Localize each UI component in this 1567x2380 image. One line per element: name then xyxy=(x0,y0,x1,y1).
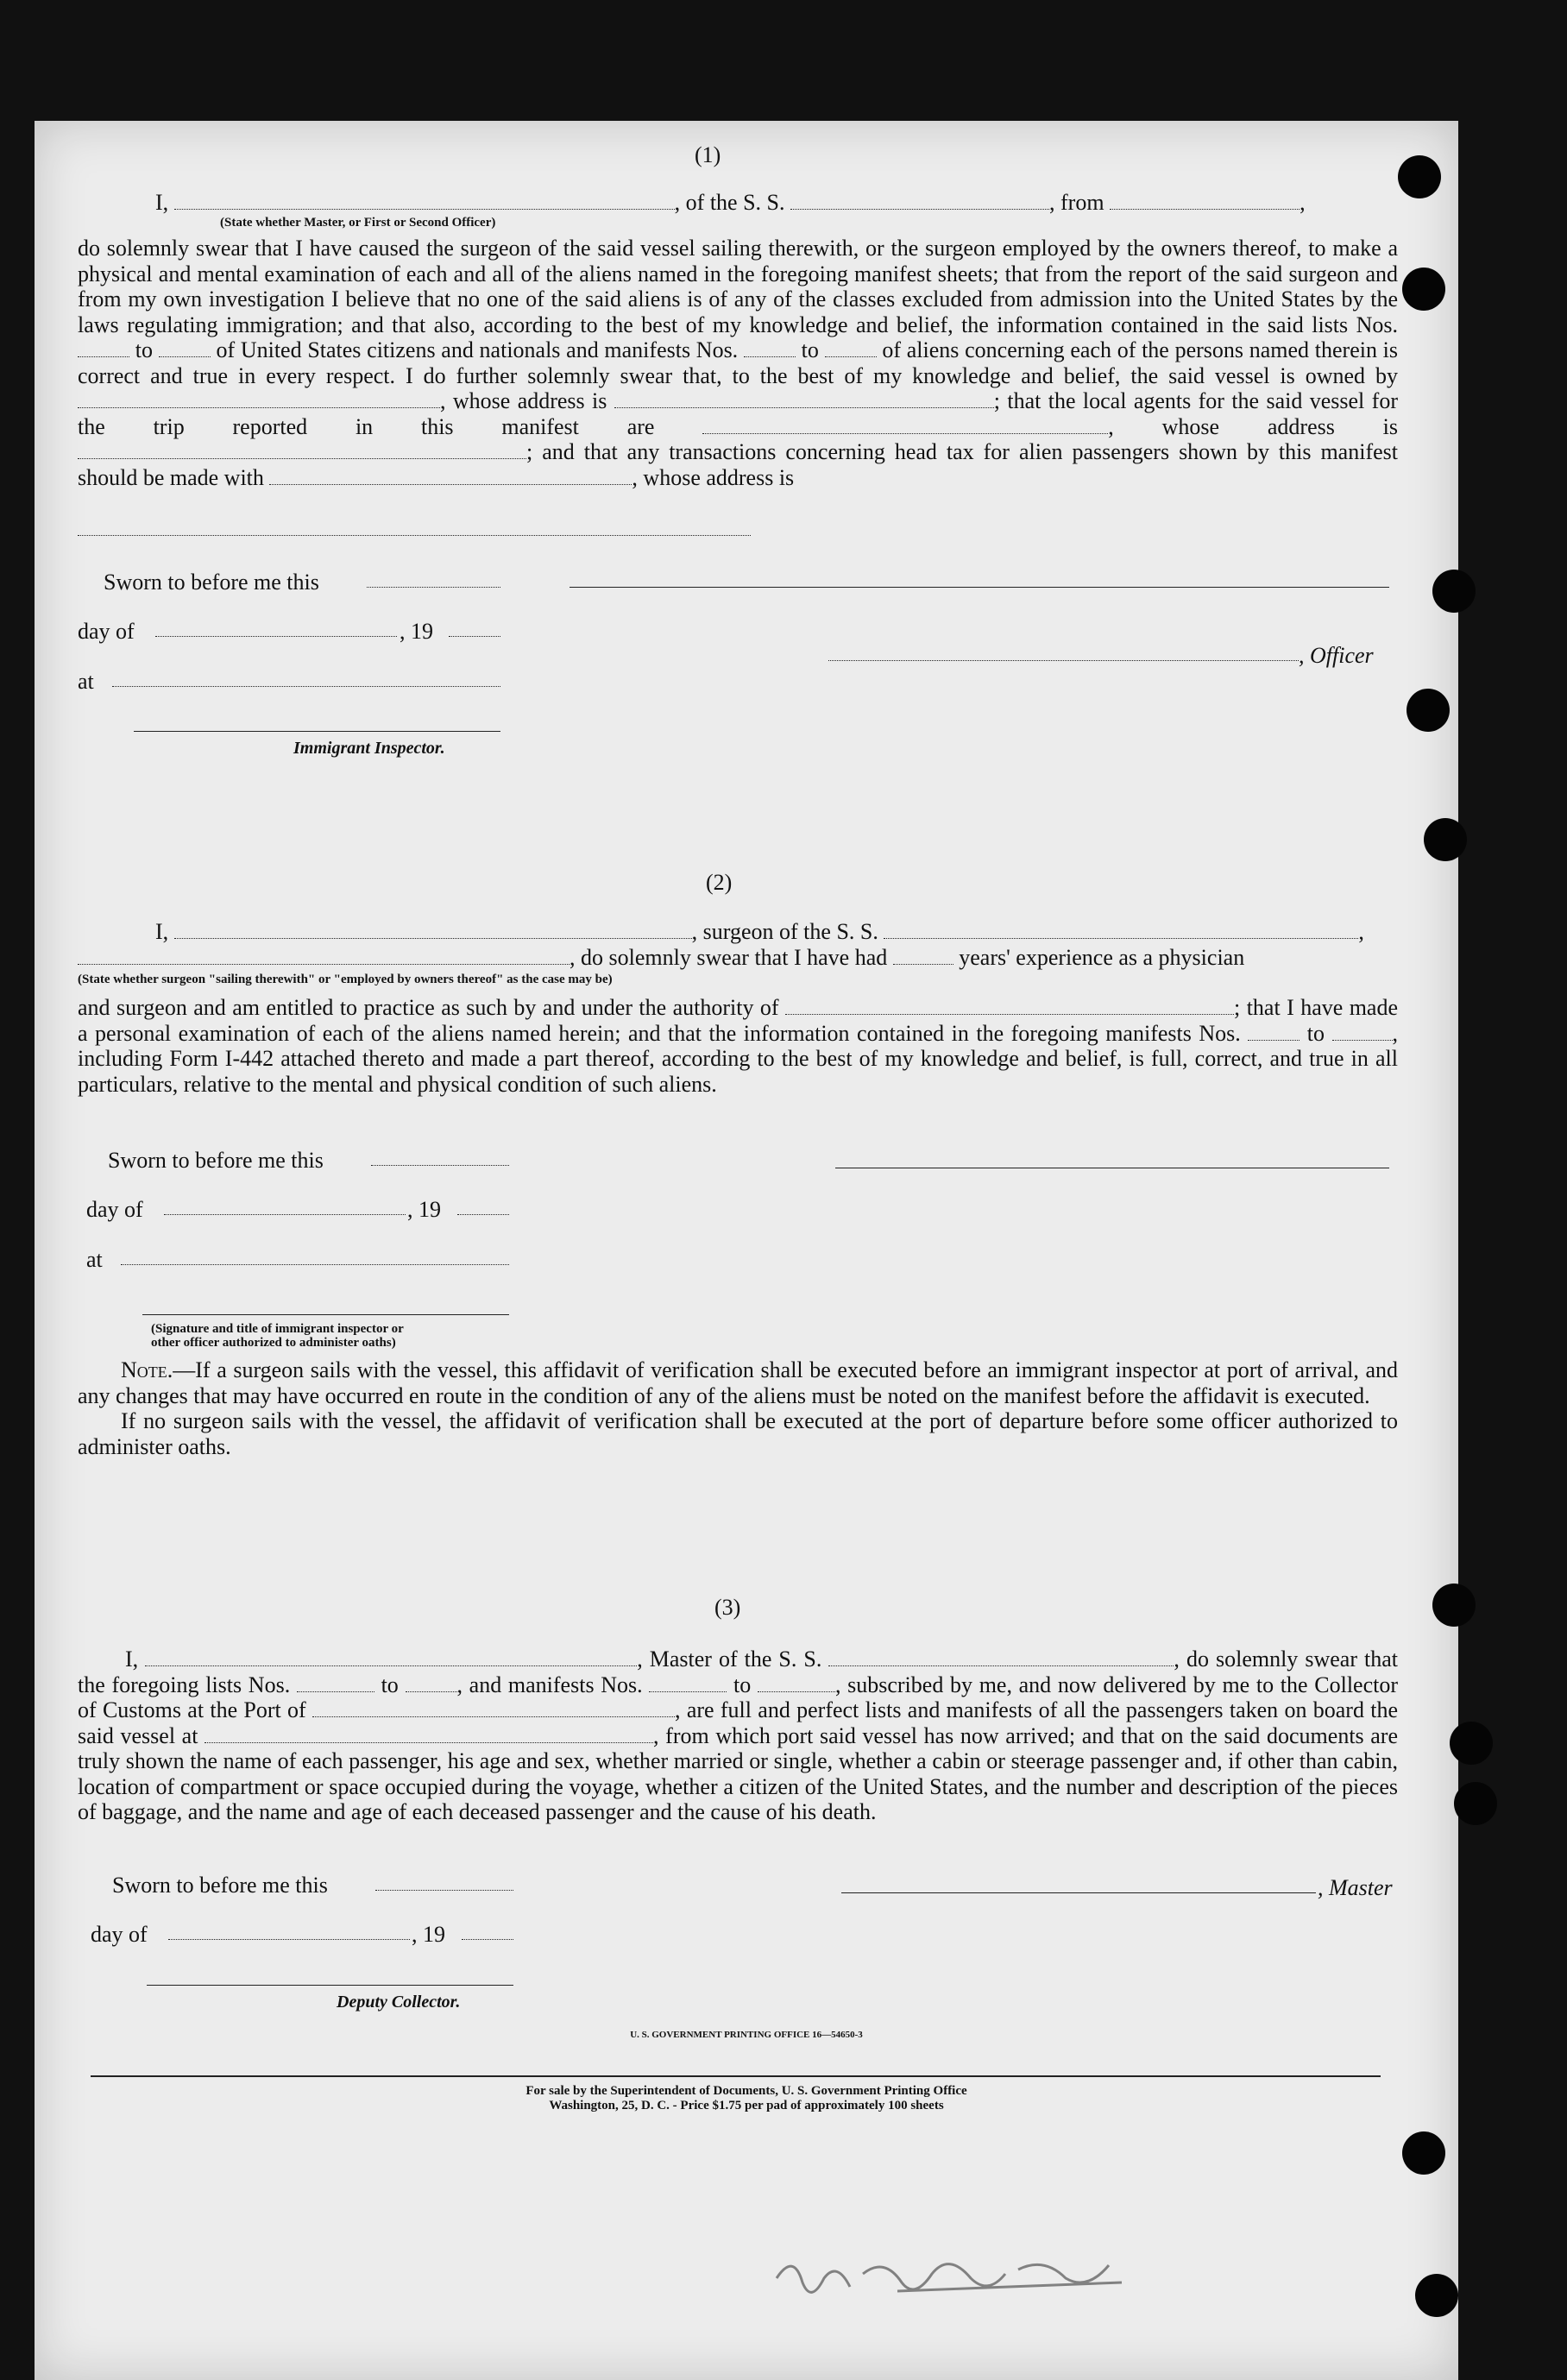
footer-line-1: For sale by the Superintendent of Documents, U. S. Government Printing Office xyxy=(525,2084,967,2098)
deputy-collector-caption: Deputy Collector. xyxy=(337,1993,461,2012)
day-of-label-2: day of xyxy=(86,1197,143,1222)
to-label: to xyxy=(801,337,819,362)
year-label-1: , 19 xyxy=(400,619,433,644)
section-1-body-3: of aliens concerning each of the persons named therein is correct and true in every respect. I do further solemnly swear that, to the best of my knowledge and belief, the said vessel is owned by xyxy=(78,337,1399,388)
officer-label: , Officer xyxy=(1299,643,1374,668)
section-1-body: do solemnly swear that I have caused the surgeon of the said vessel sailing therewith, or the surgeon employed by the owners thereof, to make a physical and mental examination of each and all of the aliens named in the foregoing manifest sheets; that from the report of the said surgeon and from my own investigation I believe that no one of the said aliens is of any of the classes excluded from admission into the United States by the laws regulating immigration; and that also, according to the best of my knowledge and belief, the information contained in the said lists Nos. to of United States citizens and nationals and manifests Nos. to of aliens concerning each of the persons named therein is correct and true in every respect. I do further solemnly swear that, to the best of my knowledge and belief, the said vessel is owned by , whose address is ; that the local agents for the said vessel for the trip reported in this manifest are , whose address is ; and that any transactions concerning head tax for alien passengers shown by this manifest should be made with , whose address is xyxy=(78,236,1399,490)
signature-title-caption: (Signature and title of immigrant inspector or other officer authorized to administer oaths) xyxy=(151,1322,404,1350)
section-2-body-2: that I have made a personal examination of each of the aliens named herein; and that the information contained in the foregoing manifests Nos. xyxy=(78,995,1399,1046)
surgeon-of-label: , surgeon of the S. S. xyxy=(691,919,878,944)
section-1-body-5: ; and that any transactions concerning head tax for alien passengers shown by this manifest should be made with xyxy=(78,439,1398,490)
master-label: , Master xyxy=(1318,1875,1393,1900)
whose-address-label-3: , whose address is xyxy=(632,464,795,490)
section-2-number: (2) xyxy=(706,870,733,895)
section-3-body xyxy=(78,1646,1398,1825)
footer-rule xyxy=(91,2075,1381,2077)
section-1-number: (1) xyxy=(695,142,721,167)
punch-hole xyxy=(1432,570,1476,613)
section-3-body-2: delivered by me to the Collector of Customs at the Port of xyxy=(78,1672,1398,1722)
section-3-body-3: manifests of all the passengers taken on board the said vessel at xyxy=(78,1697,1399,1748)
year-label-2: , 19 xyxy=(407,1197,441,1222)
punch-hole xyxy=(1450,1722,1493,1765)
to-label: to xyxy=(381,1672,399,1697)
gpo-imprint: U. S. GOVERNMENT PRINTING OFFICE 16—54650-3 xyxy=(630,2030,863,2040)
section-2-header-line: I, , surgeon of the S. S. , xyxy=(155,919,1364,944)
of-ss-label: , of the S. S. xyxy=(674,190,785,215)
to-label: to xyxy=(1306,1020,1325,1046)
at-label-2: at xyxy=(86,1247,103,1272)
punch-hole xyxy=(1402,268,1445,311)
punch-hole xyxy=(1407,689,1450,732)
punch-hole xyxy=(1415,2274,1458,2317)
section-2-i: I, xyxy=(155,919,169,944)
subscribed-label: , subscribed by me, and now xyxy=(834,1672,1097,1697)
whose-address-label-2: whose address is xyxy=(1161,413,1399,439)
swear-label: , do solemnly swear that I have had xyxy=(570,945,888,970)
from-which-label: , from which xyxy=(653,1722,771,1748)
section-1-body-4: that the local agents for the said vessel for the trip reported in this manifest are xyxy=(78,388,1398,439)
at-label-1: at xyxy=(78,669,94,694)
section-3-body-1: swear that the foregoing lists Nos. xyxy=(78,1646,1398,1697)
section-2-body: and surgeon and am entitled to practice as such by and under the authority of ; that I have made a personal examination of each of the aliens named herein; and that the information contained in the foregoing manifests Nos. to , including Form I-442 attached thereto and made a part thereof, according to the best of my knowledge and belief, is full, correct, and true in all particulars, relative to the mental and physical condition of such aliens. xyxy=(78,995,1399,1097)
section-2-state-note: (State whether surgeon "sailing therewith" or "employed by owners thereof" as the case may be) xyxy=(78,973,613,986)
years-label: years' experience as a physician xyxy=(959,945,1245,970)
footer-line-2: Washington, 25, D. C. - Price $1.75 per pad of approximately 100 sheets xyxy=(549,2099,944,2112)
manifests-label: , and manifests Nos. xyxy=(456,1672,643,1697)
note-text-2: If no surgeon sails with the vessel, the affidavit of verification shall be executed at the port of departure before some officer authorized to administer oaths. xyxy=(78,1408,1398,1459)
punch-hole xyxy=(1424,818,1467,861)
solemnly-label: , do solemnly xyxy=(1174,1646,1299,1672)
section-3-number: (3) xyxy=(714,1595,741,1620)
sworn-label-2: Sworn to before me this xyxy=(108,1148,324,1173)
master-of-label: , Master of the S. S. xyxy=(637,1646,822,1672)
to-label: to xyxy=(135,337,153,362)
punch-hole xyxy=(1398,155,1441,198)
full-perfect-label: , are full and perfect lists and xyxy=(675,1697,941,1722)
from-label: , from xyxy=(1049,190,1104,215)
section-2-body-1: and surgeon and am entitled to practice as such by and under the authority of xyxy=(78,995,779,1020)
section-2-swear-line xyxy=(78,945,1398,971)
immigrant-inspector-caption: Immigrant Inspector. xyxy=(293,739,445,758)
form-page xyxy=(35,121,1458,2380)
section-3-i: I, xyxy=(125,1646,139,1672)
section-1-header-line: I, , of the S. S. , from , xyxy=(155,190,1306,215)
punch-hole xyxy=(1402,2131,1445,2175)
handwriting-scrawl xyxy=(768,2244,1165,2304)
section-1-body-1: do solemnly swear that I have caused the surgeon of the said vessel sailing therewith, or the surgeon employed by the owners thereof, to make a physical and mental examination of each and all of the aliens named in the foregoing manifest sheets; that from the report of the said surgeon and from my own investigation I believe that no one of the said aliens is of any of the classes excluded from admission into the United States by the laws regulating immigration; and that also, according to the best of my knowledge and belief, the information contained in the said lists Nos. xyxy=(78,236,1398,337)
punch-hole xyxy=(1454,1782,1497,1825)
section-1-state-note: (State whether Master, or First or Second Officer) xyxy=(220,216,496,230)
to-label: to xyxy=(733,1672,752,1697)
year-label-3: , 19 xyxy=(412,1922,445,1947)
note-text-1: —If a surgeon sails with the vessel, this affidavit of verification shall be executed before an immigrant inspector at port of arrival, and any changes that may have occurred en route in the condition of any of the aliens must be noted on the manifest before the affidavit is executed. xyxy=(78,1357,1398,1408)
section-1-i: I, xyxy=(155,190,169,215)
section-2-body-3: , including Form I-442 attached thereto and made a part thereof, according to the best of my knowledge and belief, is full, correct, and true in all particulars, relative to the mental and physical condition of such aliens. xyxy=(78,1020,1399,1097)
section-3-body-4: port said vessel has now arrived; and that on the said documents are truly shown the name of each passenger, his age and sex, whether married or single, whether a cabin or steerage passenger and, if other than cabin, location of compartment or space occupied during the voyage, whether a citizen of the United States, and the number and description of the pieces of baggage, and the name and age of each deceased passenger and the cause of his death. xyxy=(78,1722,1399,1824)
note-label: Note. xyxy=(121,1357,173,1382)
punch-hole xyxy=(1432,1584,1476,1627)
section-1-body-2: of United States citizens and nationals and manifests Nos. xyxy=(216,337,739,362)
surgeon-note xyxy=(78,1357,1398,1459)
day-of-label-3: day of xyxy=(91,1922,148,1947)
sworn-label-1: Sworn to before me this xyxy=(104,570,319,595)
whose-address-label: , whose address is xyxy=(440,388,607,413)
day-of-label-1: day of xyxy=(78,619,135,644)
sworn-label-3: Sworn to before me this xyxy=(112,1873,328,1898)
